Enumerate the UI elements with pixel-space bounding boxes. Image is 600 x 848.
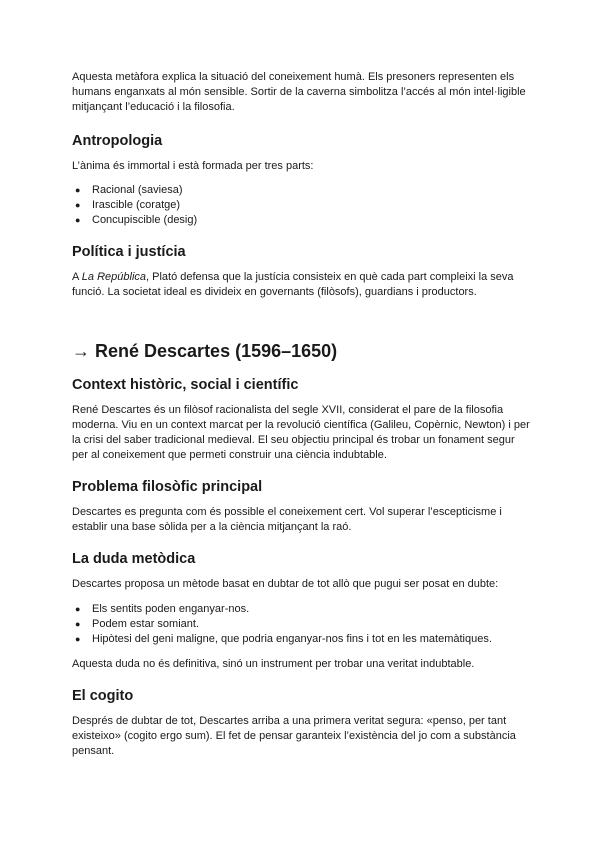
antropologia-text: L’ànima és immortal i està formada per tres parts: <box>72 160 314 172</box>
bullet-icon: ● <box>75 619 81 629</box>
list-item <box>72 183 532 198</box>
list-item <box>72 213 532 228</box>
antropologia-list <box>72 183 532 228</box>
bullet-icon: ● <box>75 200 81 210</box>
duda-list <box>72 602 532 647</box>
document-page <box>72 70 532 759</box>
book-title: La República <box>81 271 147 283</box>
bullet-icon: ● <box>75 215 81 225</box>
problema-heading: Problema filosòfic principal <box>72 479 263 495</box>
list-item <box>72 617 532 632</box>
problema-text: Descartes es pregunta com és possible el coneixement cert. Vol superar l’escepticisme i establir una base sòlida per a la ciència mitjançant la raó. <box>72 506 502 533</box>
politica-heading: Política i justícia <box>72 244 186 260</box>
list-item-text: Racional (saviesa) <box>92 184 183 196</box>
intro-paragraph: Aquesta metàfora explica la situació del coneixement humà. Els presoners representen els humans enganxats al món sensible. Sortir de la caverna simbolitza l’accés al món intel·ligible mitjançant l’educació i la filosofia. <box>72 71 526 113</box>
list-item <box>72 602 532 617</box>
cogito-text: Després de dubtar de tot, Descartes arriba a una primera veritat segura: «penso, per tant existeixo» (cogito ergo sum). El fet de pensar garanteix l’existència del jo com a substància pensant. <box>72 715 516 757</box>
politica-text-suffix: , Plató defensa que la justícia consisteix en què cada part compleixi la seva funció. La societat ideal es divideix en governants (filòsofs), guardians i productors. <box>72 271 514 298</box>
list-item-text: Podem estar somiant. <box>92 618 199 630</box>
list-item-text: Els sentits poden enganyar-nos. <box>92 603 250 615</box>
descartes-title: → René Descartes (1596–1650) <box>72 341 338 361</box>
bullet-icon: ● <box>75 634 81 644</box>
bullet-icon: ● <box>75 185 81 195</box>
context-text: René Descartes és un filòsof racionalista del segle XVII, considerat el pare de la filosofia moderna. Viu en un context marcat per la revolució científica (Galileu, Copèrnic, Newton) i per la crisi del saber tradicional medieval. El seu objectiu principal és trobar un fonament segur per al coneixement que permeti construir una ciència indubtable. <box>72 404 530 461</box>
bullet-icon: ● <box>75 604 81 614</box>
duda-text: Descartes proposa un mètode basat en dubtar de tot allò que pugui ser posat en dubte: <box>72 578 499 590</box>
list-item-text: Hipòtesi del geni maligne, que podria enganyar-nos fins i tot en les matemàtiques. <box>92 633 492 645</box>
list-item <box>72 632 532 647</box>
list-item-text: Irascible (coratge) <box>92 199 181 211</box>
politica-text <box>72 270 532 300</box>
list-item <box>72 198 532 213</box>
context-heading: Context històric, social i científic <box>72 377 299 393</box>
antropologia-heading: Antropologia <box>72 133 163 149</box>
cogito-heading: El cogito <box>72 688 134 704</box>
politica-text-prefix: A <box>72 271 82 283</box>
duda-after-text: Aquesta duda no és definitiva, sinó un instrument per trobar una veritat indubtable. <box>72 658 475 670</box>
list-item-text: Concupiscible (desig) <box>92 214 198 226</box>
duda-heading: La duda metòdica <box>72 551 196 567</box>
